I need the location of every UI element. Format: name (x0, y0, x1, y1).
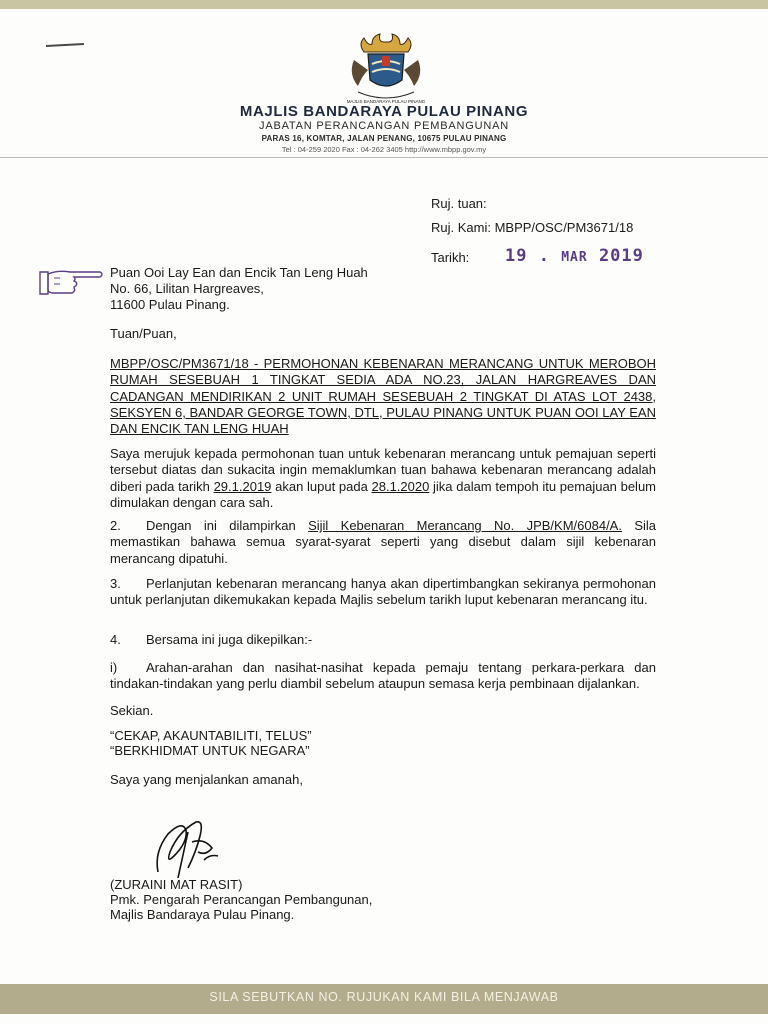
motto-line-2: “BERKHIDMAT UNTUK NEGARA” (110, 743, 310, 758)
para1-text-b: akan luput pada (271, 478, 372, 494)
motto-line-1: “CEKAP, AKAUNTABILITI, TELUS” (110, 728, 312, 743)
stamp-day: 19 (505, 246, 528, 266)
ruj-tuan: Ruj. tuan: (431, 196, 487, 211)
paragraph-4: Bersama ini juga dikepilkan:- (146, 632, 313, 647)
para4-number: 4. (110, 632, 121, 647)
paragraph-3: Perlanjutan kebenaran merancang hanya akan dipertimbangkan sekiranya permohonan untuk perlanjutan dikemukakan kepada Majlis sebelum tarikh luput kebenaran merancang itu. (110, 576, 656, 608)
expiry-date: 28.1.2020 (371, 478, 430, 494)
approval-date: 29.1.2019 (213, 478, 272, 494)
bottom-margin (0, 1014, 768, 1024)
stamp-month: MAR (561, 250, 588, 265)
item-i-number: i) (110, 660, 118, 675)
pointing-hand-icon (36, 264, 106, 300)
crest-logo (344, 30, 428, 108)
paragraph-2 (110, 518, 656, 567)
para2-text-b: Sila memastikan bahawa semua syarat-syarat seperti yang disebut dalam sijil kebenaran merancang dipatuhi. (110, 518, 656, 566)
sekian: Sekian. (110, 703, 154, 718)
ruj-kami: Ruj. Kami: MBPP/OSC/PM3671/18 (431, 220, 634, 235)
recipient-name: Puan Ooi Lay Ean dan Encik Tan Leng Huah (110, 265, 368, 280)
trust-line: Saya yang menjalankan amanah, (110, 772, 303, 787)
header-divider (0, 157, 768, 158)
pencil-mark (46, 43, 84, 47)
stamp-year: 2019 (598, 246, 644, 266)
para2-number: 2. (110, 518, 121, 533)
salutation: Tuan/Puan, (110, 326, 177, 341)
paragraph-1 (110, 446, 656, 511)
svg-text:MAJLIS BANDARAYA PULAU PINANG: MAJLIS BANDARAYA PULAU PINANG (346, 99, 426, 104)
tarikh-label: Tarikh: (431, 250, 470, 265)
signatory-organisation: Majlis Bandaraya Pulau Pinang. (110, 907, 295, 922)
signatory-position: Pmk. Pengarah Perancangan Pembangunan, (110, 892, 373, 907)
item-i-text: Arahan-arahan dan nasihat-nasihat kepada pemaju tentang perkara-perkara dan tindakan-tindakan yang perlu diambil sebelum ataupun semasa kerja pembinaan dijalankan. (110, 660, 656, 692)
para1-text-a: Saya merujuk kepada permohonan tuan untuk kebenaran merancang untuk pemajuan seperti tersebut diatas dan sukacita ingin memaklumkan tuan bahawa kebenaran merancang adalah diberi pada tarikh (110, 446, 656, 494)
date-stamp: 19 . MAR 2019 (505, 246, 644, 266)
para2-text-a: Dengan ini dilampirkan (146, 518, 309, 533)
para3-number: 3. (110, 576, 121, 591)
council-address: PARAS 16, KOMTAR, JALAN PENANG, 10675 PULAU PINANG (261, 134, 507, 143)
council-contact: Tel : 04-259 2020 Fax : 04-262 3405 http://www.mbpp.gov.my (281, 145, 487, 154)
signatory-name: (ZURAINI MAT RASIT) (110, 877, 243, 892)
letter-subject: MBPP/OSC/PM3671/18 - PERMOHONAN KEBENARAN MERANCANG UNTUK MEROBOH RUMAH SESEBUAH 1 TINGKAT SEDIA ADA NO.23, JALAN HARGREAVES DAN CADANGAN MENDIRIKAN 2 UNIT RUMAH SESEBUAH 2 TINGKAT DI ATAS LOT 2438, SEKSYEN 6, BANDAR GEORGE TOWN, DTL, PULAU PINANG UNTUK PUAN OOI LAY EAN DAN ENCIK TAN LENG HUAH (110, 356, 656, 437)
department-name: JABATAN PERANCANGAN PEMBANGUNAN (259, 120, 509, 132)
council-title: MAJLIS BANDARAYA PULAU PINANG (239, 103, 529, 120)
para1-text-c: jika dalam tempoh itu pemajuan belum dimulakan dengan cara sah. (110, 478, 656, 510)
footer-notice: SILA SEBUTKAN NO. RUJUKAN KAMI BILA MENJAWAB (209, 990, 559, 1004)
signature (148, 812, 228, 882)
recipient-postcode: 11600 Pulau Pinang. (110, 297, 230, 312)
recipient-street: No. 66, Lilitan Hargreaves, (110, 281, 264, 296)
certificate-reference: Sijil Kebenaran Merancang No. JPB/KM/6084/A. (308, 518, 622, 533)
top-color-band (0, 0, 768, 9)
